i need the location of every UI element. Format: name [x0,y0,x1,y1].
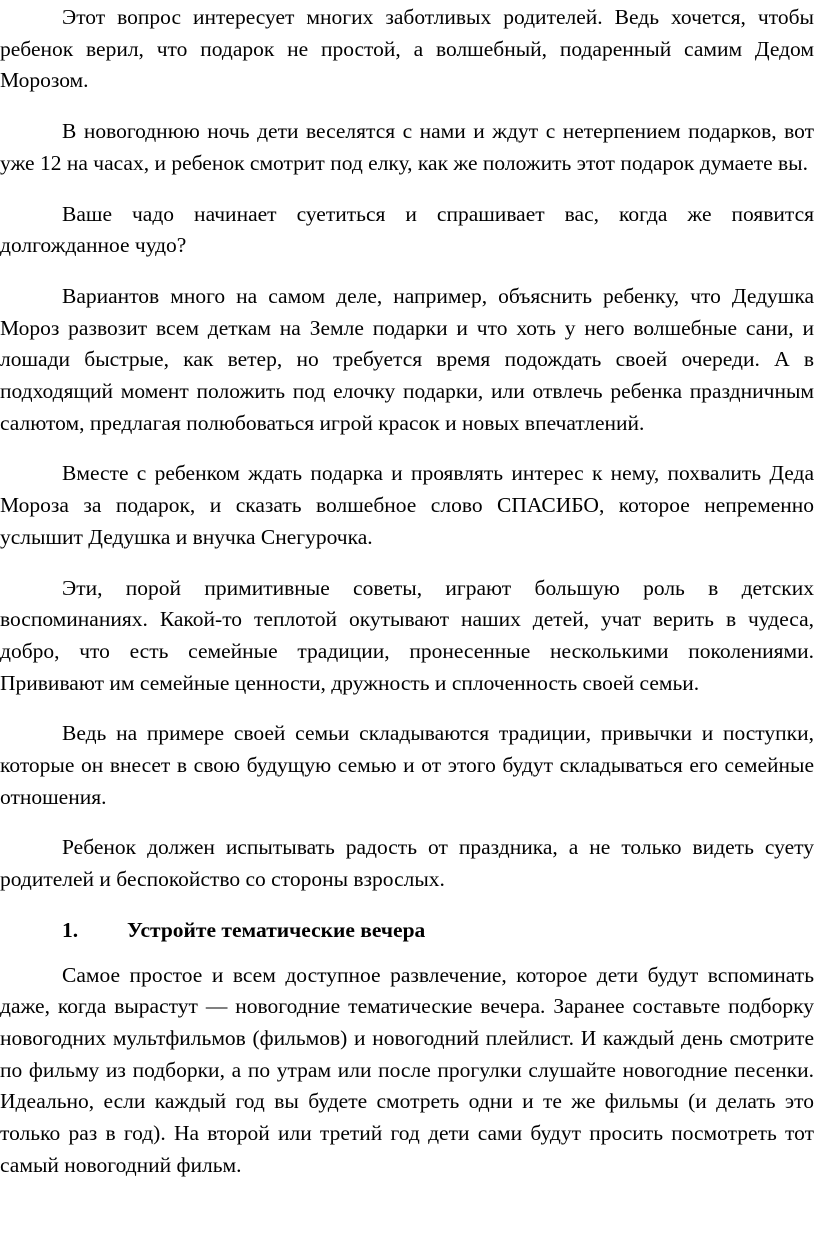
section-heading-number: 1. [62,917,79,942]
paragraph: Вариантов много на самом деле, например, объяснить ребенку, что Дедушка Мороз развозит всем деткам на Земле подарки и что хоть у него волшебные сани, и лошади быстрые, как ветер, но требуется время подождать своей очереди. А в подходящий момент положить под елочку подарки, или отвлечь ребенка праздничным салютом, предлагая полюбоваться игрой красок и новых впечатлений. [0,283,814,435]
paragraph: В новогоднюю ночь дети веселятся с нами и ждут с нетерпением подарков, вот уже 12 на часах, и ребенок смотрит под елку, как же положить этот подарок думаете вы. [0,119,814,175]
section-heading-text: Устройте тематические вечера [127,917,426,942]
paragraph: Эти, порой примитивные советы, играют большую роль в детских воспоминаниях. Какой-то теплотой окутывают наших детей, учат верить в чудеса, добро, что есть семейные традиции, пронесенные несколькими поколениями. Прививают им семейные ценности, дружность и сплоченность своей семьи. [0,575,814,695]
paragraph: Ваше чадо начинает суетиться и спрашивает вас, когда же появится долгожданное чудо? [0,201,814,258]
paragraph: Ребенок должен испытывать радость от праздника, а не только видеть суету родителей и беспокойство со стороны взрослых. [0,835,814,892]
section-heading [0,915,814,947]
paragraph: Вместе с ребенком ждать подарка и проявлять интерес к нему, похвалить Деда Мороза за подарок, и сказать волшебное слово СПАСИБО, которое непременно услышит Дедушка и внучка Снегурочка. [0,461,814,549]
paragraph: Самое простое и всем доступное развлечение, которое дети будут вспоминать даже, когда вырастут — новогодние тематические вечера. Заранее составьте подборку новогодних мультфильмов (фильмов) и новогодний плейлист. И каждый день смотрите по фильму из подборки, а по утрам или после прогулки слушайте новогодние песенки. Идеально, если каждый год вы будете смотреть одни и те же фильмы (и делать это только раз в год). На второй или третий год дети сами будут просить посмотреть тот самый новогодний фильм. [0,962,814,1177]
paragraph: Этот вопрос интересует многих заботливых родителей. Ведь хочется, чтобы ребенок верил, что подарок не простой, а волшебный, подаренный самим Дедом Морозом. [0,5,814,93]
paragraph: Ведь на примере своей семьи складываются традиции, привычки и поступки, которые он внесет в свою будущую семью и от этого будут складываться его семейные отношения. [0,721,814,809]
